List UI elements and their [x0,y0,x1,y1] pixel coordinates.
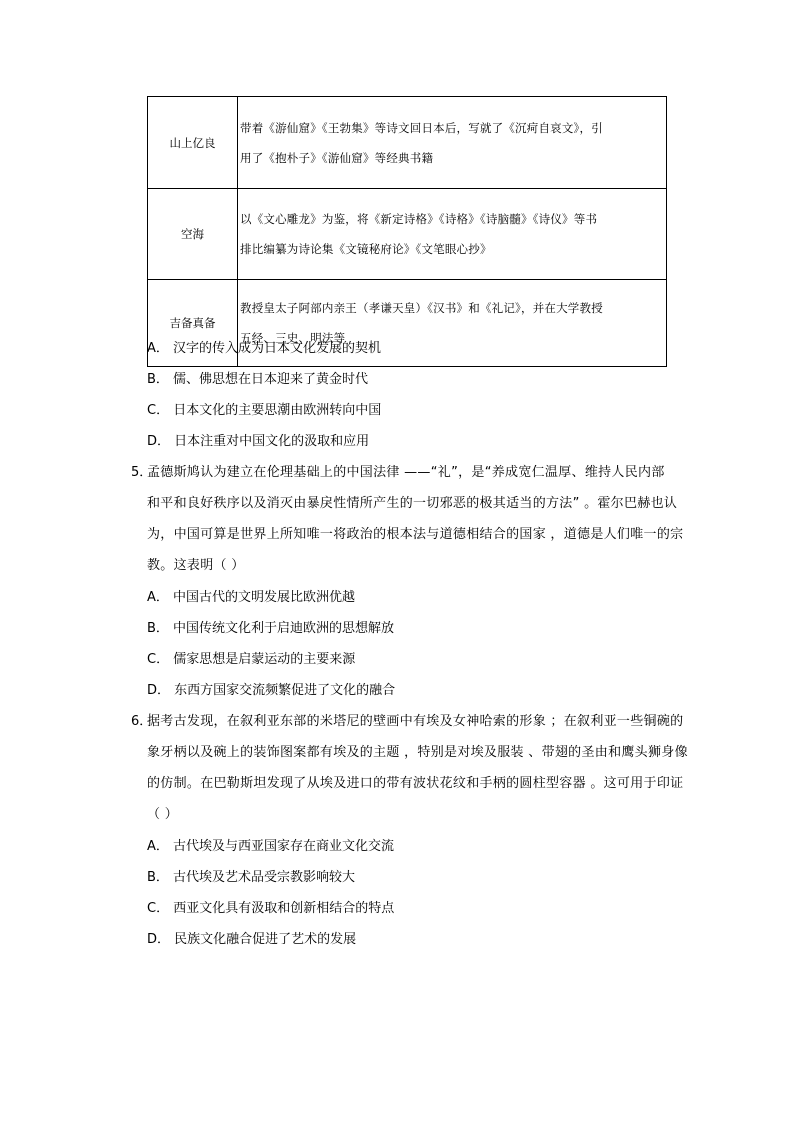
culture-exchange-table [147,96,667,367]
q6-option-d[interactable]: D． 民族文化融合促进了艺术的发展 [147,932,357,947]
q6-stem-line: （ ） [147,807,179,822]
person-name-cell: 吉备真备 [148,280,238,367]
q5-option-c[interactable]: C． 儒家思想是启蒙运动的主要来源 [147,652,356,667]
description-line: 教授皇太子阿部内亲王（孝谦天皇）《汉书》和《礼记》，并在大学教授 [240,301,603,315]
description-cell [238,97,667,189]
q5-number: 5． [131,465,153,480]
q4-option-c[interactable]: C． 日本文化的主要思潮由欧洲转向中国 [147,403,382,418]
q4-option-a[interactable]: A． 汉字的传入成为日本文化发展的契机 [147,341,382,356]
q5-stem-line: 教。这表明（ ） [147,558,245,573]
q6-stem-line: 的仿制。在巴勒斯坦发现了从埃及进口的带有波状花纹和手柄的圆柱型容器 。这可用于印证 [147,776,684,791]
q5-option-a[interactable]: A． 中国古代的文明发展比欧洲优越 [147,590,356,605]
q6-option-b[interactable]: B． 古代埃及艺术品受宗教影响较大 [147,870,356,885]
description-line: 带着《游仙窟》《王勃集》等诗文回日本后，写就了《沉疴自哀文》，引 [240,120,603,135]
person-name-cell: 山上亿良 [148,97,238,189]
person-name-cell: 空海 [148,189,238,280]
q6-option-a[interactable]: A． 古代埃及与西亚国家存在商业文化交流 [147,839,395,854]
table-row [148,189,667,280]
q5-option-d[interactable]: D． 东西方国家交流频繁促进了文化的融合 [147,683,396,698]
q6-number: 6． [131,714,153,729]
description-line: 排比编纂为诗论集《文镜秘府论》《文笔眼心抄》 [240,242,492,256]
q6-stem-line: 据考古发现，在叙利亚东部的米塔尼的壁画中有埃及女神哈索的形象 ；在叙利亚一些铜碗的 [147,714,684,729]
q5-stem-line: 和平和良好秩序以及消灭由暴戾性情所产生的一切邪恶的极其适当的方法” 。霍尔巴赫也认 [147,496,678,511]
table-row [148,97,667,189]
q6-stem-line: 象牙柄以及碗上的装饰图案都有埃及的主题 ，特别是对埃及服装 、带翅的圣由和鹰头狮身像 [147,745,688,760]
q4-option-d[interactable]: D． 日本注重对中国文化的汲取和应用 [147,434,370,449]
description-line: 用了《抱朴子》《游仙窟》等经典书籍 [240,150,434,165]
description-line: 五经、三史、明法等 [240,331,346,345]
description-line: 以《文心雕龙》为鉴，将《新定诗格》《诗格》《诗脑髓》《诗仪》等书 [240,212,598,226]
q5-option-b[interactable]: B． 中国传统文化利于启迪欧洲的思想解放 [147,621,395,636]
q5-stem-line: 孟德斯鸠认为建立在伦理基础上的中国法律 ——“礼”，是“养成宽仁温厚、维持人民内部 [147,465,665,480]
q6-option-c[interactable]: C． 西亚文化具有汲取和创新相结合的特点 [147,901,395,916]
description-cell [238,189,667,280]
q4-option-b[interactable]: B． 儒、佛思想在日本迎来了黄金时代 [147,372,369,387]
q5-stem-line: 为，中国可算是世界上所知唯一将政治的根本法与道德相结合的国家 ，道德是人们唯一的宗 [147,527,684,542]
